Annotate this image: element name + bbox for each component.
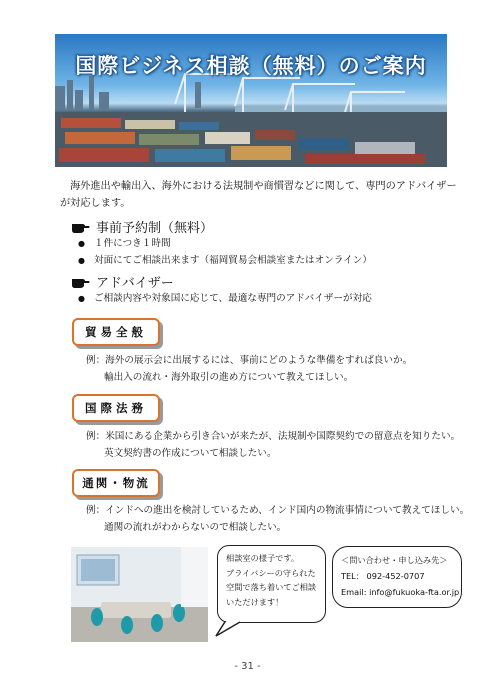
bubble-line: プライバシーの守られた [226,567,316,578]
bubble-line: 相談室の様子です。 [226,553,300,563]
pointing-hand-icon [72,221,90,233]
intro-text: 海外進出や輸出入、海外における法規制や商慣習などに関して、専門のアドバイザーが対応します。 [60,181,457,209]
contact-tel: TEL： 092-452-0707 [341,571,425,581]
header-banner [55,34,447,167]
contact-box [332,546,462,608]
contact-title: ＜問い合わせ・申し込み先＞ [341,555,448,565]
example-line: 例：海外の展示会に出展するには、事前にどのような準備をすれば良いか。 [86,355,413,366]
list-item: ● ご相談内容や対象国に応じて、最適な専門のアドバイザーが対応 [78,290,372,307]
list-item: ● 対面にてご相談出来ます（福岡貿易会相談室またはオンライン） [78,252,372,269]
pointing-hand-icon [72,276,90,288]
category-example-legal [86,428,476,462]
section-reservation-heading: 事前予約制（無料） [96,221,214,236]
category-tag-trade: 貿易全般 [72,318,160,346]
bubble-line: いただけます！ [226,596,284,607]
speech-bubble [217,545,326,623]
list-item: ● １件につき１時間 [78,235,372,252]
page-title: 国際ビジネス相談（無料）のご案内 [75,54,427,78]
reservation-list [78,235,372,269]
section-advisor-heading: アドバイザー [96,276,174,291]
contact-email: Email: info@fukuoka-fta.or.jp [341,587,460,597]
category-tag-logistics: 通関・物流 [72,469,160,497]
bubble-tail [214,616,244,638]
category-example-logistics [86,502,476,536]
example-line: 通関の流れがわからないので相談したい。 [104,522,287,533]
bubble-line: 空間で落ち着いてご相談 [226,582,317,592]
example-line: 英文契約書の作成について相談したい。 [104,448,277,459]
example-line: 例：米国にある企業から引き合いが来たが、法規制や国際契約での留意点を知りたい。 [86,431,461,442]
example-line: 輸出入の流れ・海外取引の進め方について教えてほしい。 [104,372,354,383]
page-number: - 31 - [234,661,261,672]
section-advisor [72,272,174,291]
advisor-list [78,290,372,307]
category-tag-legal: 国際法務 [72,394,160,422]
category-example-trade [86,352,476,386]
consultation-room-photo [71,547,208,642]
example-line: 例：インドへの進出を検討しているため、インド国内の物流事情について教えてほしい。 [86,505,470,516]
section-reservation [72,217,213,236]
